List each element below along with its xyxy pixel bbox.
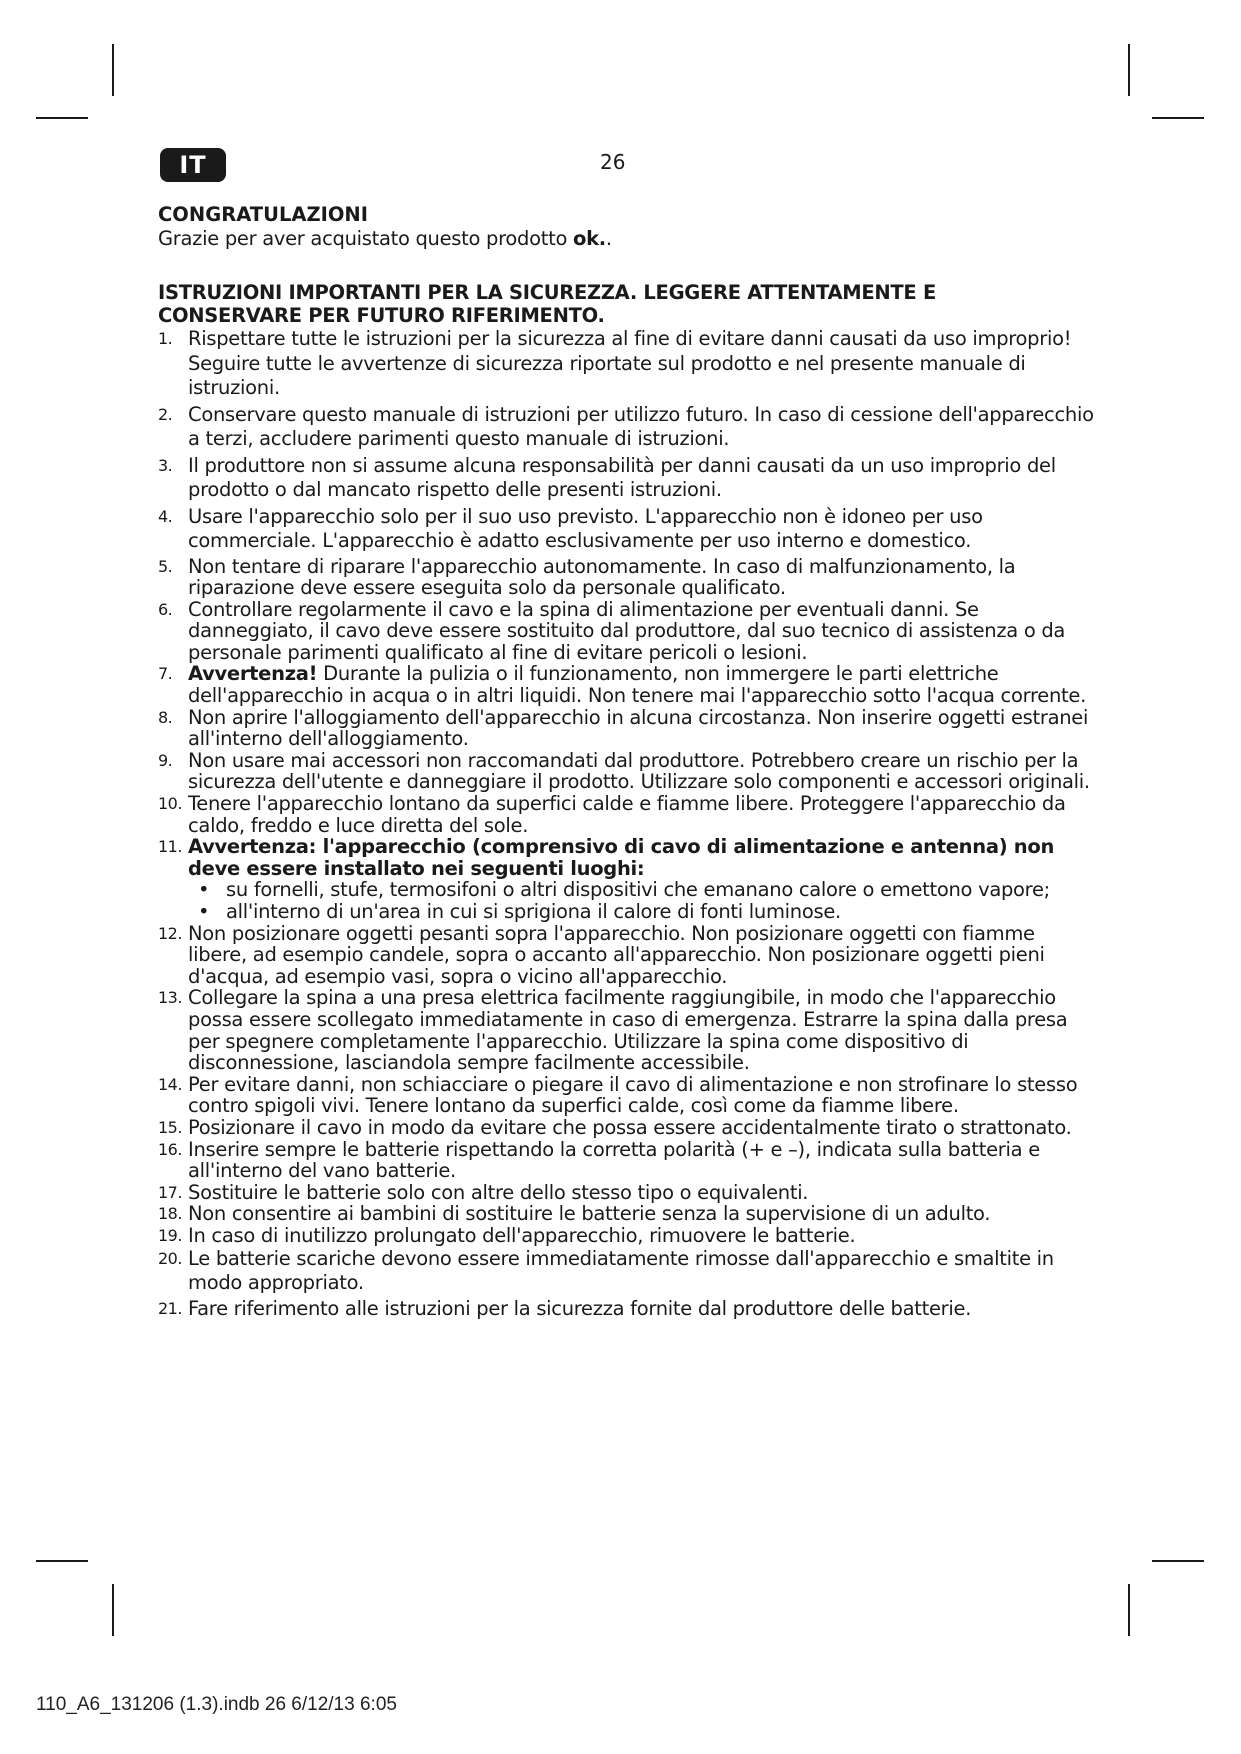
safety-rule-body: Le batterie scariche devono essere immediatamente rimosse dall'apparecchio e smaltite in modo appropriato. [188, 1246, 1054, 1294]
safety-rule-body: Il produttore non si assume alcuna responsabilità per danni causati da un uso improprio del prodotto o dal mancato rispetto delle presenti istruzioni. [188, 453, 1056, 501]
safety-rule-body: Usare l'apparecchio solo per il suo uso previsto. L'apparecchio non è idoneo per uso commerciale. L'apparecchio è adatto esclusivamente per uso interno e domestico. [188, 504, 983, 552]
safety-rule-text [188, 793, 1098, 836]
safety-rule-body: Non posizionare oggetti pesanti sopra l'apparecchio. Non posizionare oggetti con fiamme libere, ad esempio candele, sopra o accanto all'apparecchio. Non posizionare oggetti pieni d'acqua, ad esempio vasi, sopra o vicino all'apparecchio. [188, 921, 1045, 988]
crop-mark-bottom-right-horizontal [1152, 1560, 1204, 1562]
safety-rule-text [188, 1298, 1098, 1320]
safety-rule-item [158, 987, 1098, 1073]
safety-rule-text [188, 454, 1098, 503]
safety-rule-item [158, 923, 1098, 988]
crop-mark-top-left-horizontal [36, 117, 88, 119]
safety-rule-number: 1. [158, 329, 173, 348]
safety-rule-text [188, 836, 1098, 879]
safety-rule-number: 11. [158, 837, 182, 857]
page-content [158, 203, 1098, 1319]
safety-rule-item [158, 836, 1098, 922]
safety-rule-number: 21. [158, 1298, 182, 1318]
safety-rule-item [158, 327, 1098, 401]
crop-mark-top-right-horizontal [1152, 117, 1204, 119]
safety-rule-number: 15. [158, 1117, 182, 1137]
crop-mark-bottom-left-horizontal [36, 1560, 88, 1562]
safety-rule-text [188, 1225, 1098, 1247]
safety-rule-item [158, 707, 1098, 750]
safety-rule-text [188, 505, 1098, 554]
location-bullet-list [188, 879, 1098, 922]
safety-heading-line-1: ISTRUZIONI IMPORTANTI PER LA SICUREZZA. LEGGERE ATTENTAMENTE E [158, 281, 936, 304]
intro-trailing: . [605, 227, 612, 250]
safety-rule-text [188, 707, 1098, 750]
location-bullet-text: su fornelli, stufe, termosifoni o altri dispositivi che emanano calore o emettono vapore; [226, 878, 1050, 902]
safety-rule-item [158, 1074, 1098, 1117]
safety-rule-body: Sostituire le batterie solo con altre dello stesso tipo o equivalenti. [188, 1180, 809, 1204]
safety-rule-number: 5. [158, 556, 173, 576]
safety-rule-body: Conservare questo manuale di istruzioni per utilizzo futuro. In caso di cessione dell'apparecchio a terzi, accludere parimenti questo manuale di istruzioni. [188, 402, 1094, 450]
safety-rule-number: 9. [158, 750, 173, 770]
safety-rule-number: 13. [158, 988, 182, 1008]
safety-rule-number: 14. [158, 1074, 182, 1094]
safety-rule-text [188, 750, 1098, 793]
safety-rule-body: Rispettare tutte le istruzioni per la sicurezza al fine di evitare danni causati da uso improprio! Seguire tutte le avvertenze di sicurezza riportate sul prodotto e nel presente manuale di istruzioni. [188, 327, 1072, 399]
brand-name: ok. [572, 227, 606, 250]
safety-rule-number: 10. [158, 794, 182, 814]
safety-rule-number: 3. [158, 455, 173, 475]
location-bullet-text: all'interno di un'area in cui si sprigiona il calore di fonti luminose. [226, 900, 841, 923]
safety-rule-body: Avvertenza: l'apparecchio (comprensivo di cavo di alimentazione e antenna) non deve essere installato nei seguenti luoghi: [188, 835, 1055, 880]
safety-rule-number: 18. [158, 1204, 182, 1224]
safety-rule-item [158, 793, 1098, 836]
safety-rule-body: Per evitare danni, non schiacciare o piegare il cavo di alimentazione e non strofinare lo stesso contro spigoli vivi. Tenere lontano da superfici calde, così come da fiamme libere. [188, 1072, 1078, 1118]
safety-rule-number: 17. [158, 1182, 182, 1202]
safety-rule-item [158, 1298, 1098, 1320]
crop-mark-bottom-left-vertical [112, 1584, 114, 1636]
bullet-icon: • [198, 900, 210, 923]
safety-rule-number: 19. [158, 1225, 182, 1245]
safety-rule-text [188, 1074, 1098, 1117]
safety-rule-text [188, 663, 1098, 706]
crop-mark-bottom-right-vertical [1128, 1584, 1130, 1636]
safety-rule-text [188, 1247, 1098, 1296]
safety-rule-number: 2. [158, 404, 173, 424]
safety-rule-number: 8. [158, 707, 173, 727]
safety-rule-body: Inserire sempre le batterie rispettando la corretta polarità (+ e –), indicata sulla batteria e all'interno del vano batterie. [188, 1137, 1040, 1183]
safety-rule-body: Posizionare il cavo in modo da evitare che possa essere accidentalmente tirato o strattonato. [188, 1115, 1072, 1139]
warning-lead: Avvertenza! [188, 662, 318, 686]
safety-rule-number: 12. [158, 923, 182, 943]
safety-rule-text [188, 599, 1098, 664]
safety-rule-body: Collegare la spina a una presa elettrica facilmente raggiungibile, in modo che l'apparecchio possa essere scollegato immediatamente in caso di emergenza. Estrarre la spina dalla presa per spegnere completamente l'apparecchio. Utilizzare la spina come dispositivo di disconnessione, lasciandola sempre facilmente accessibile. [188, 986, 1068, 1075]
safety-rule-body: Durante la pulizia o il funzionamento, non immergere le parti elettriche dell'apparecchio in acqua o in altri liquidi. Non tenere mai l'apparecchio sotto l'acqua corrente. [188, 662, 1086, 708]
safety-rule-body: In caso di inutilizzo prolungato dell'apparecchio, rimuovere le batterie. [188, 1223, 856, 1247]
crop-mark-top-left-vertical [112, 44, 114, 96]
safety-rule-item [158, 1139, 1098, 1182]
bullet-icon: • [198, 878, 210, 902]
safety-rule-text [188, 327, 1098, 401]
print-slug: 110_A6_131206 (1.3).indb 26 6/12/13 6:05 [36, 1694, 397, 1715]
safety-rules-list [158, 327, 1098, 1319]
intro-thanks: Grazie per aver acquistato questo prodotto [158, 227, 573, 250]
safety-rule-item [158, 1247, 1098, 1296]
safety-rule-text [188, 1139, 1098, 1182]
safety-rule-item [158, 750, 1098, 793]
safety-rule-body: Fare riferimento alle istruzioni per la sicurezza fornite dal produttore delle batterie. [188, 1296, 972, 1320]
safety-rule-item [158, 1225, 1098, 1247]
safety-rule-body: Controllare regolarmente il cavo e la spina di alimentazione per eventuali danni. Se danneggiato, il cavo deve essere sostituito dal produttore, dal suo tecnico di assistenza o da personale parimenti qualificato al fine di evitare pericoli o lesioni. [188, 597, 1066, 664]
safety-rule-item [158, 1117, 1098, 1139]
safety-rule-body: Tenere l'apparecchio lontano da superfici calde e fiamme libere. Proteggere l'apparecchio da caldo, freddo e luce diretta del sole. [188, 792, 1066, 837]
page-number: 26 [600, 150, 626, 174]
safety-rule-number: 7. [158, 664, 173, 684]
safety-rule-body: Non tentare di riparare l'apparecchio autonomamente. In caso di malfunzionamento, la riparazione deve essere eseguita solo da personale qualificato. [188, 554, 1016, 600]
safety-rule-text [188, 403, 1098, 452]
safety-rule-number: 20. [158, 1248, 182, 1268]
safety-rule-item [158, 556, 1098, 599]
safety-rule-item [158, 1203, 1098, 1225]
safety-rule-number: 16. [158, 1139, 182, 1159]
congratulations-title: CONGRATULAZIONI [158, 203, 369, 226]
safety-rule-text [188, 1182, 1098, 1204]
safety-rule-body: Non aprire l'alloggiamento dell'apparecchio in alcuna circostanza. Non inserire oggetti estranei all'interno dell'alloggiamento. [188, 705, 1089, 751]
location-bullet-item [198, 879, 1098, 901]
safety-rule-item [158, 454, 1098, 503]
safety-rule-item [158, 1182, 1098, 1204]
safety-rule-item [158, 505, 1098, 554]
crop-mark-top-right-vertical [1128, 44, 1130, 96]
language-badge: IT [160, 148, 226, 182]
intro-text [158, 227, 1098, 251]
safety-rule-number: 6. [158, 599, 173, 619]
safety-heading [158, 281, 1098, 327]
safety-rule-item [158, 663, 1098, 706]
safety-heading-line-2: CONSERVARE PER FUTURO RIFERIMENTO. [158, 304, 605, 327]
safety-rule-item [158, 599, 1098, 664]
safety-rule-text [188, 1203, 1098, 1225]
safety-rule-body: Non consentire ai bambini di sostituire le batterie senza la supervisione di un adulto. [188, 1202, 991, 1226]
safety-rule-text [188, 556, 1098, 599]
safety-rule-number: 4. [158, 506, 173, 526]
location-bullet-item [198, 901, 1098, 923]
safety-rule-item [158, 403, 1098, 452]
safety-rule-body: Non usare mai accessori non raccomandati dal produttore. Potrebbero creare un rischio per la sicurezza dell'utente e danneggiare il prodotto. Utilizzare solo componenti e accessori originali. [188, 748, 1090, 794]
safety-rule-text [188, 1117, 1098, 1139]
safety-rule-text [188, 987, 1098, 1073]
safety-rule-text [188, 923, 1098, 988]
